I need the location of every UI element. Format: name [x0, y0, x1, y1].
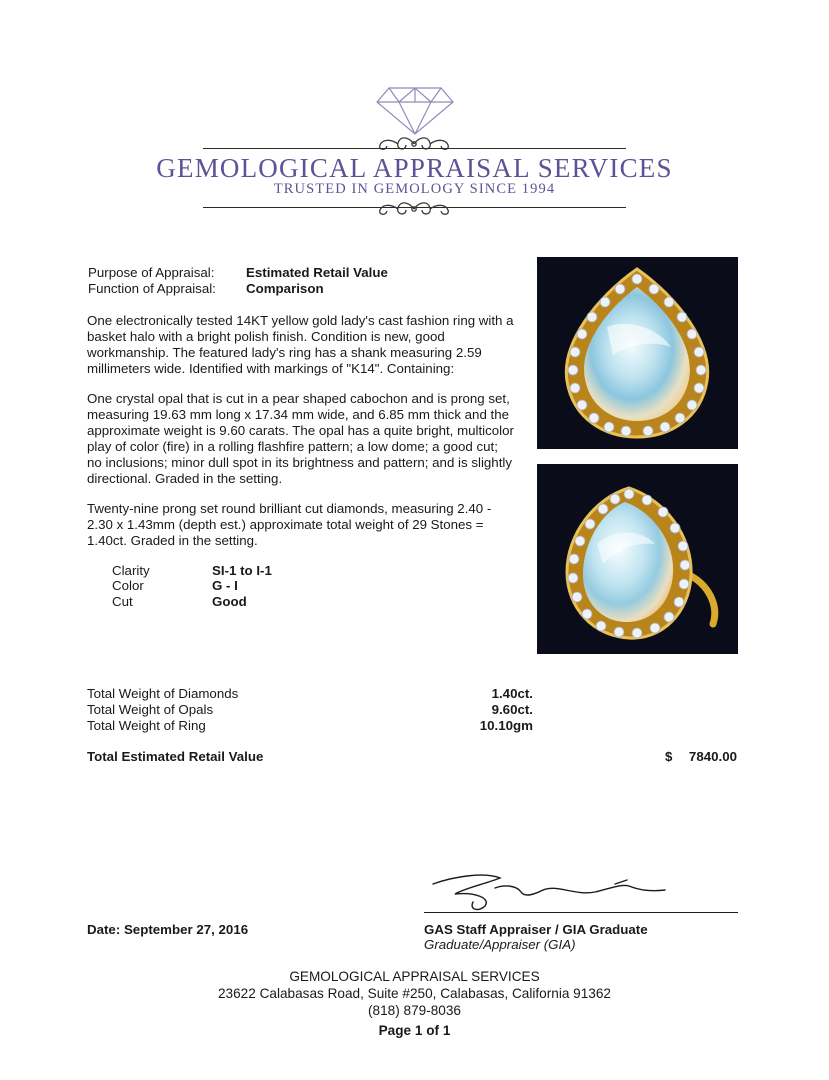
diamonds-description: Twenty-nine prong set round brilliant cut diamonds, measuring 2.40 - 2.30 x 1.43mm (depth est.) approximate total weight of 29 Stones = 1.40ct. Graded in the setting. — [87, 501, 492, 548]
retail-value-label: Total Estimated Retail Value — [87, 749, 264, 764]
opal-description: One crystal opal that is cut in a pear shaped cabochon and is prong set, measuring 19.63 mm long x 17.34 mm wide, and 6.85 mm thick and the approximate weight is 9.60 carats. The opal has a quite bright, multicolor play of color (fire) in a rolling flashfire pattern; a low dome; a good cut; no inclusions; minor dull spot in its brightness and pattern; and is slightly directional. Graded in the setting. — [87, 391, 514, 486]
footer-company: GEMOLOGICAL APPRAISAL SERVICES — [289, 969, 540, 984]
ring-description: One electronically tested 14KT yellow gold lady's cast fashion ring with a basket halo with a bright polish finish. Condition is new, good workmanship. The featured lady's ring has a shank measuring 2.59 millimeters wide. Identified with markings of "K14". Containing: — [87, 313, 514, 376]
footer-address: 23622 Calabasas Road, Suite #250, Calabasas, California 91362 — [218, 986, 611, 1001]
grading-value-cut: Good — [212, 594, 247, 609]
appraiser-subtitle: Graduate/Appraiser (GIA) — [424, 937, 576, 952]
total-label-ring: Total Weight of Ring — [87, 718, 206, 733]
ring-photo-side-view — [537, 464, 738, 654]
grading-label-clarity: Clarity — [112, 563, 150, 578]
function-label: Function of Appraisal: — [88, 281, 216, 296]
grading-value-color: G - I — [212, 578, 238, 593]
page-number: Page 1 of 1 — [378, 1023, 451, 1038]
ring-photo-top-view — [537, 257, 738, 449]
total-label-diamonds: Total Weight of Diamonds — [87, 686, 239, 701]
grading-label-cut: Cut — [112, 594, 133, 609]
purpose-label: Purpose of Appraisal: — [88, 265, 215, 280]
total-value-opals: 9.60ct. — [491, 702, 533, 717]
total-value-diamonds: 1.40ct. — [491, 686, 533, 701]
retail-currency: $ — [665, 749, 673, 764]
total-value-ring: 10.10gm — [479, 718, 533, 733]
signature-mark — [425, 862, 675, 917]
signature-line — [424, 912, 738, 913]
grading-label-color: Color — [112, 578, 144, 593]
header-rule-top — [203, 148, 626, 149]
ornament-flourish-icon — [364, 198, 464, 220]
brand-name: GEMOLOGICAL APPRAISAL SERVICES — [156, 153, 673, 183]
grading-value-clarity: SI-1 to I-1 — [212, 563, 272, 578]
brand-tagline: TRUSTED IN GEMOLOGY SINCE 1994 — [273, 181, 556, 197]
retail-amount: 7840.00 — [688, 749, 737, 764]
ornament-flourish-icon — [364, 133, 464, 155]
appraisal-date: Date: September 27, 2016 — [87, 922, 249, 937]
appraiser-title: GAS Staff Appraiser / GIA Graduate — [424, 922, 648, 937]
diamond-logo-icon — [375, 84, 455, 136]
purpose-value: Estimated Retail Value — [246, 265, 388, 280]
function-value: Comparison — [246, 281, 324, 296]
footer-phone: (818) 879-8036 — [368, 1003, 461, 1018]
total-label-opals: Total Weight of Opals — [87, 702, 214, 717]
